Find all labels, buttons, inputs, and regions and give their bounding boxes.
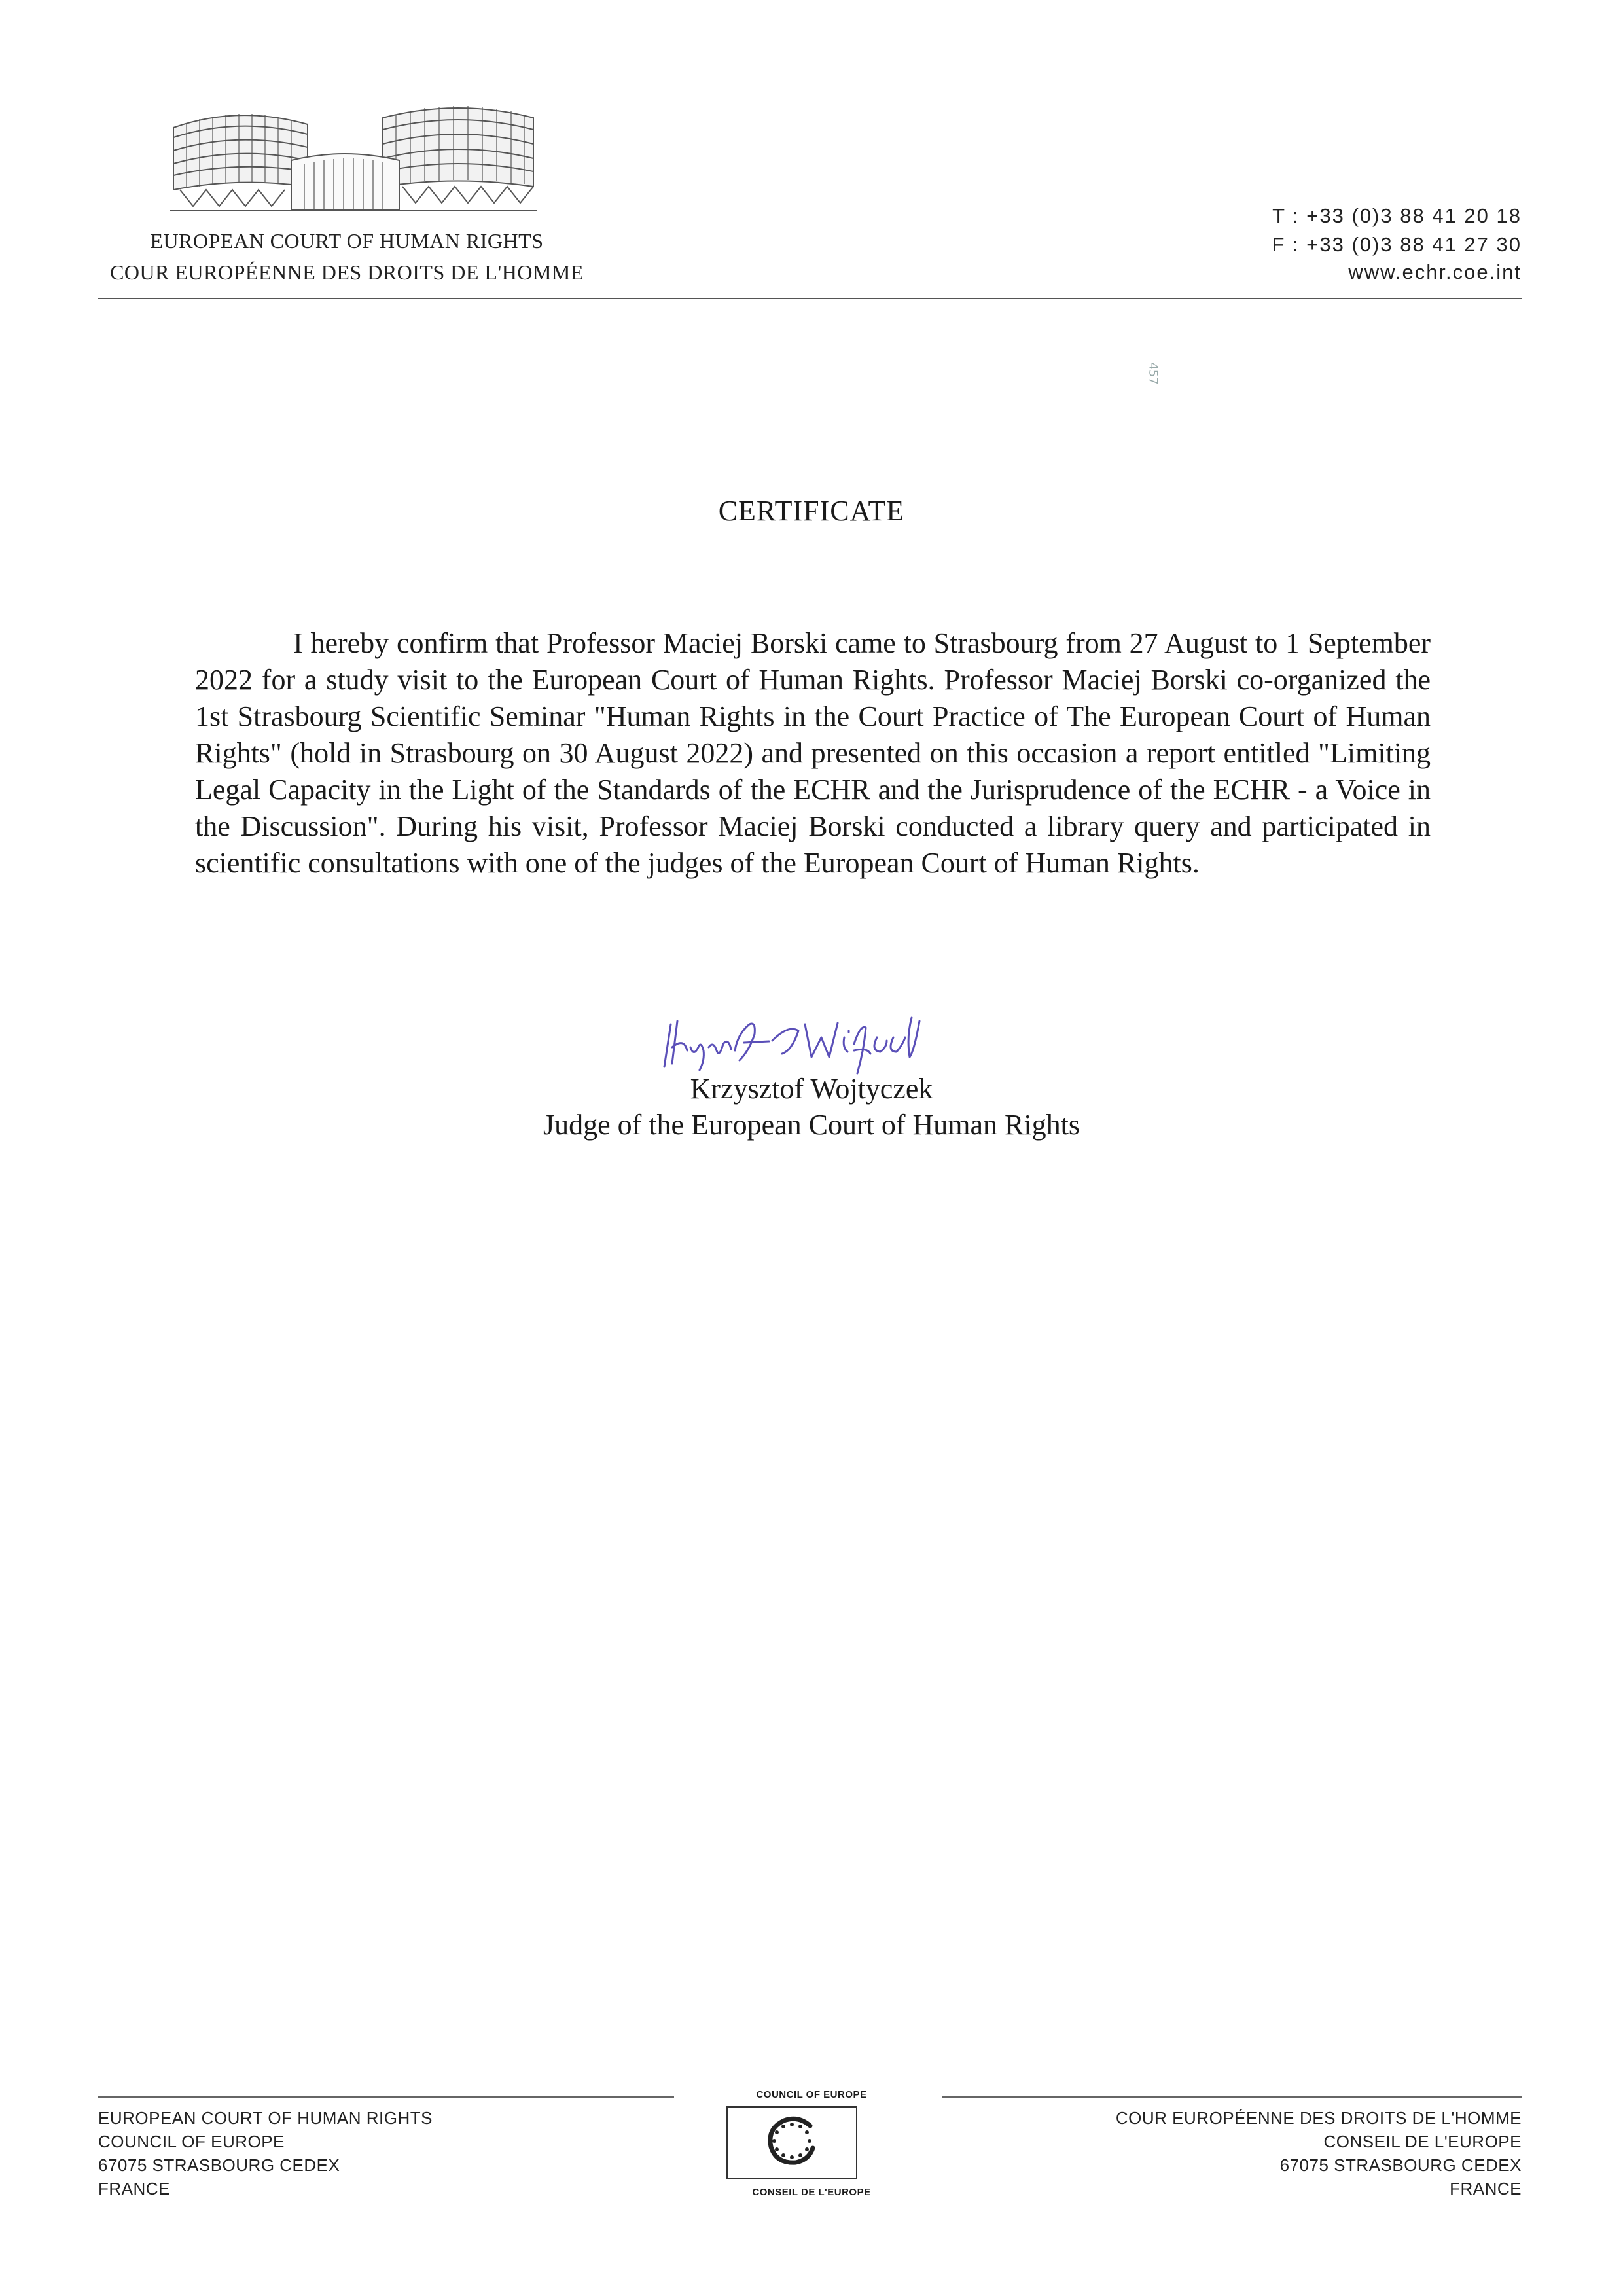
- website-link[interactable]: www.echr.coe.int: [1348, 260, 1522, 283]
- court-name-en: EUROPEAN COURT OF HUMAN RIGHTS: [150, 229, 544, 253]
- scan-mark: 457: [1146, 362, 1160, 385]
- document-title: CERTIFICATE: [718, 495, 905, 527]
- signer-role: Judge of the European Court of Human Rights: [543, 1109, 1080, 1141]
- court-building-logo-icon: [167, 98, 540, 216]
- footer-address-en: [98, 2106, 433, 2200]
- phone-number: T : +33 (0)3 88 41 20 18: [1272, 204, 1522, 227]
- footer-divider-left: [98, 2096, 674, 2098]
- footer-address-fr: [1116, 2106, 1522, 2200]
- fax-number: F : +33 (0)3 88 41 27 30: [1272, 233, 1522, 256]
- certificate-body: I hereby confirm that Professor Maciej Borski came to Strasbourg from 27 August to 1 September 2022 for a study visit to the European Court of Human Rights. Professor Maciej Borski co-organized the 1st Strasbourg Scientific Seminar "Human Rights in the Court Practice of The European Court of Human Rights" (hold in Strasbourg on 30 August 2022) and presented on this occasion a report entitled "Limiting Legal Capacity in the Light of the Standards of the ECHR and the Jurisprudence of the ECHR - a Voice in the Discussion". During his visit, Professor Maciej Borski conducted a library query and participated in scientific consultations with one of the judges of the European Court of Human Rights.: [195, 627, 1431, 879]
- footer-address-line: 67075 STRASBOURG CEDEX: [98, 2155, 340, 2175]
- footer-address-line: COUR EUROPÉENNE DES DROITS DE L'HOMME: [1115, 2108, 1522, 2128]
- footer-address-line: CONSEIL DE L'EUROPE: [1323, 2132, 1522, 2151]
- footer-address-line: FRANCE: [1450, 2179, 1522, 2198]
- signer-name: Krzysztof Wojtyczek: [690, 1073, 933, 1105]
- court-name-fr: COUR EUROPÉENNE DES DROITS DE L'HOMME: [110, 260, 584, 284]
- header-divider: [98, 298, 1522, 299]
- council-of-europe-emblem-icon: [726, 2106, 857, 2179]
- footer-address-line: EUROPEAN COURT OF HUMAN RIGHTS: [98, 2108, 433, 2128]
- footer-address-line: 67075 STRASBOURG CEDEX: [1279, 2155, 1522, 2175]
- footer-divider-right: [942, 2096, 1522, 2098]
- coe-label-fr: CONSEIL DE L'EUROPE: [752, 2187, 871, 2198]
- coe-label-en: COUNCIL OF EUROPE: [756, 2089, 867, 2100]
- footer-address-line: COUNCIL OF EUROPE: [98, 2132, 285, 2151]
- footer-address-line: FRANCE: [98, 2179, 170, 2198]
